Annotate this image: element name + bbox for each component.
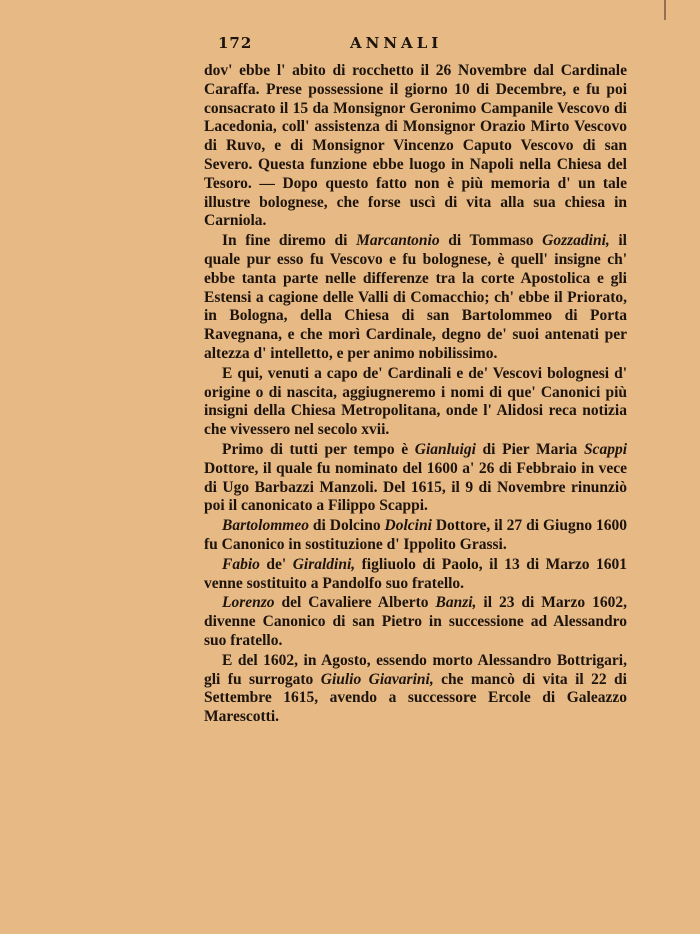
- italic-name: Fabio: [222, 555, 260, 573]
- text-run: figliuolo di Paolo, il 13 di Marzo 1601 venne sostituito a Pandolfo suo fratello.: [204, 555, 628, 592]
- text-run: che mancò di vita il 22 di Settembre 1615, avendo a successore Ercole di Galeazzo Marescotti.: [204, 670, 627, 726]
- paragraph: [204, 517, 627, 555]
- page-number: 172: [218, 34, 253, 52]
- text-run: E qui, venuti a capo de' Cardinali e de' Vescovi bolognesi d' origine o di nascita, aggiugneremo i nomi di que' Canonici più insigni della Chiesa Metropolitana, onde l' Alidosi reca notizia che vivessero nel secolo xvii.: [204, 364, 627, 439]
- italic-name: Giraldini,: [292, 555, 356, 573]
- italic-name: Gianluigi: [414, 440, 476, 458]
- paragraph: [204, 365, 627, 440]
- text-run: E del 1602, in Agosto, essendo morto Alessandro Bottrigari, gli fu surrogato: [204, 651, 627, 688]
- text-run: de': [259, 555, 293, 573]
- text-run: dov' ebbe l' abito di rocchetto il 26 Novembre dal Cardinale Caraffa. Prese possessione il giorno 10 di Decembre, e fu poi consacrato il 15 da Monsignor Geronimo Campanile Vescovo di Lacedonia, coll' assistenza di Monsignor Orazio Mirto Vescovo di Ruvo, e di Monsignor Vincenzo Caputo Vescovo di san Severo. Questa funzione ebbe luogo in Napoli nella Chiesa del Tesoro. — Dopo questo fatto non è più memoria d' un tale illustre bolognese, che forse uscì di vita alla sua chiesa in Carniola.: [204, 62, 627, 230]
- text-run: Primo di tutti per tempo è: [222, 440, 415, 458]
- paragraph: [204, 62, 627, 231]
- text-run: il quale pur esso fu Vescovo e fu bolognese, è quell' insigne ch' ebbe tanta parte nelle differenze tra la corte Apostolica e gli Estensi a cagione delle Valli di Comacchio; ch' ebbe il Priorato, in Bologna, della Chiesa di san Bartolommeo di Porta Ravegnana, e che morì Cardinale, degno de' suoi antenati per altezza d' intelletto, e per animo nobilissimo.: [204, 232, 627, 362]
- text-run: Dottore, il quale fu nominato del 1600 a' 26 di Febbraio in vece di Ugo Barbazzi Manzoli. Del 1615, il 9 di Novembre rinunziò poi il canonicato a Filippo Scappi.: [204, 459, 627, 515]
- text-run: del Cavaliere Alberto: [274, 594, 436, 612]
- paragraph: [204, 652, 627, 727]
- body-text: [204, 62, 627, 727]
- paragraph: [204, 594, 627, 650]
- text-run: di Dolcino: [308, 517, 385, 535]
- page-edge-mark: [664, 0, 666, 20]
- italic-name: Marcantonio: [356, 232, 440, 250]
- italic-name: Scappi: [583, 440, 627, 458]
- text-run: di Tommaso: [439, 232, 543, 250]
- text-run: di Pier Maria: [475, 440, 584, 458]
- italic-name: Banzi,: [435, 594, 477, 612]
- paragraph: [204, 556, 627, 594]
- italic-name: Gozzadini,: [542, 232, 610, 250]
- italic-name: Giulio Giavarini,: [320, 670, 434, 688]
- paragraph: [204, 441, 627, 516]
- italic-name: Lorenzo: [222, 594, 275, 612]
- paragraph: [204, 232, 627, 364]
- text-run: il 23 di Marzo 1602, divenne Canonico di san Pietro in successione ad Alessandro suo fratello.: [204, 594, 627, 649]
- italic-name: Dolcini: [384, 517, 432, 535]
- italic-name: Bartolommeo: [222, 517, 309, 535]
- text-run: In fine diremo di: [222, 232, 357, 250]
- text-run: Dottore, il 27 di Giugno 1600 fu Canonico in sostituzione d' Ippolito Grassi.: [204, 517, 627, 553]
- page-header: [0, 34, 700, 54]
- running-head: ANNALI: [350, 34, 443, 52]
